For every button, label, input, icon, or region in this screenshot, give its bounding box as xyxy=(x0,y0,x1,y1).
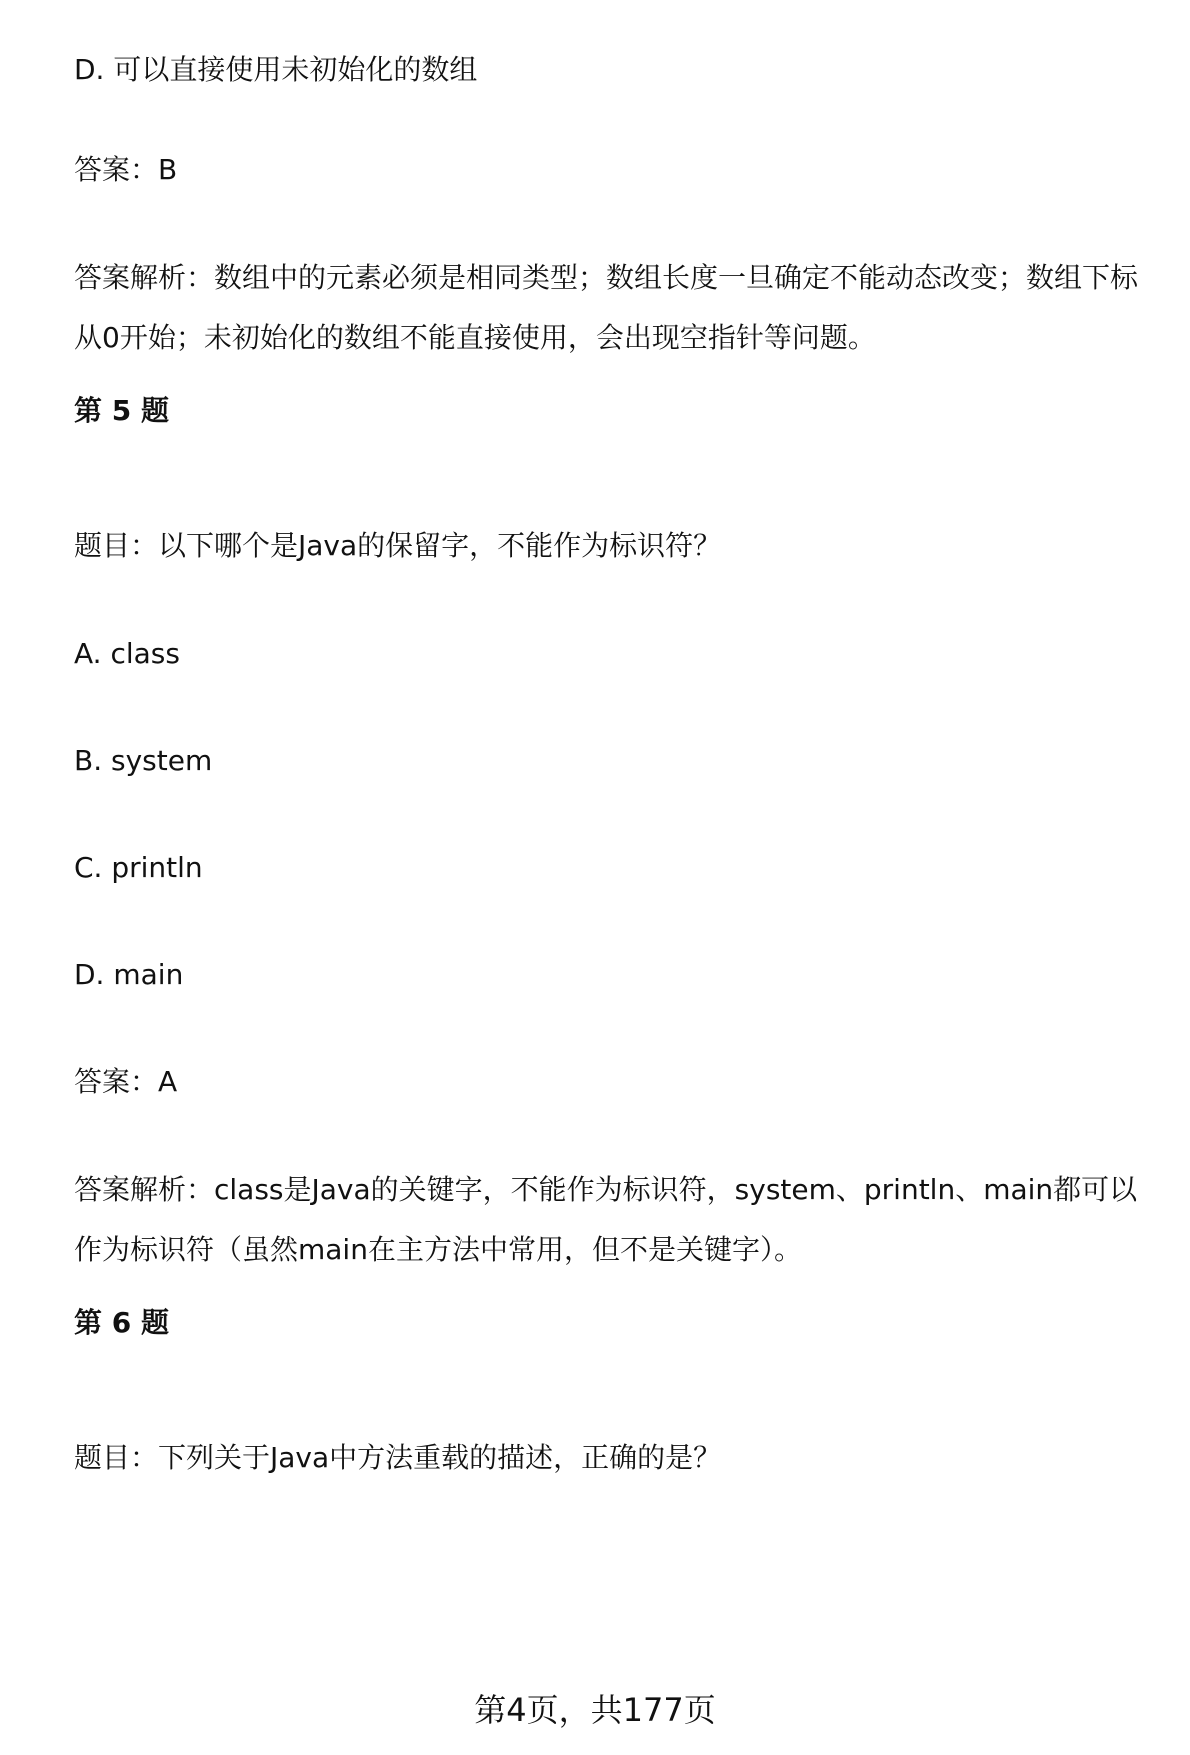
question-5-option-d: D. main xyxy=(74,958,184,991)
question-5-option-c: C. println xyxy=(74,851,203,884)
prev-option-d: D. 可以直接使用未初始化的数组 xyxy=(74,53,478,86)
question-5-prompt: 题目：以下哪个是Java的保留字，不能作为标识符？ xyxy=(74,529,722,562)
question-6-prompt: 题目：下列关于Java中方法重载的描述，正确的是？ xyxy=(74,1441,722,1474)
question-5-option-b: B. system xyxy=(74,744,213,777)
question-5-answer: 答案：A xyxy=(74,1065,178,1098)
question-5-heading: 第 5 题 xyxy=(74,394,169,427)
question-5-option-a: A. class xyxy=(74,637,180,670)
question-5-explanation: 答案解析：class是Java的关键字，不能作为标识符，system、println、main都可以作为标识符（虽然main在主方法中常用，但不是关键字）。 xyxy=(74,1173,1138,1266)
question-6-heading: 第 6 题 xyxy=(74,1306,169,1339)
page-indicator: 第4页，共177页 xyxy=(474,1691,716,1729)
prev-answer: 答案：B xyxy=(74,153,178,186)
prev-explanation: 答案解析：数组中的元素必须是相同类型；数组长度一旦确定不能动态改变；数组下标从0开始；未初始化的数组不能直接使用，会出现空指针等问题。 xyxy=(74,261,1139,354)
